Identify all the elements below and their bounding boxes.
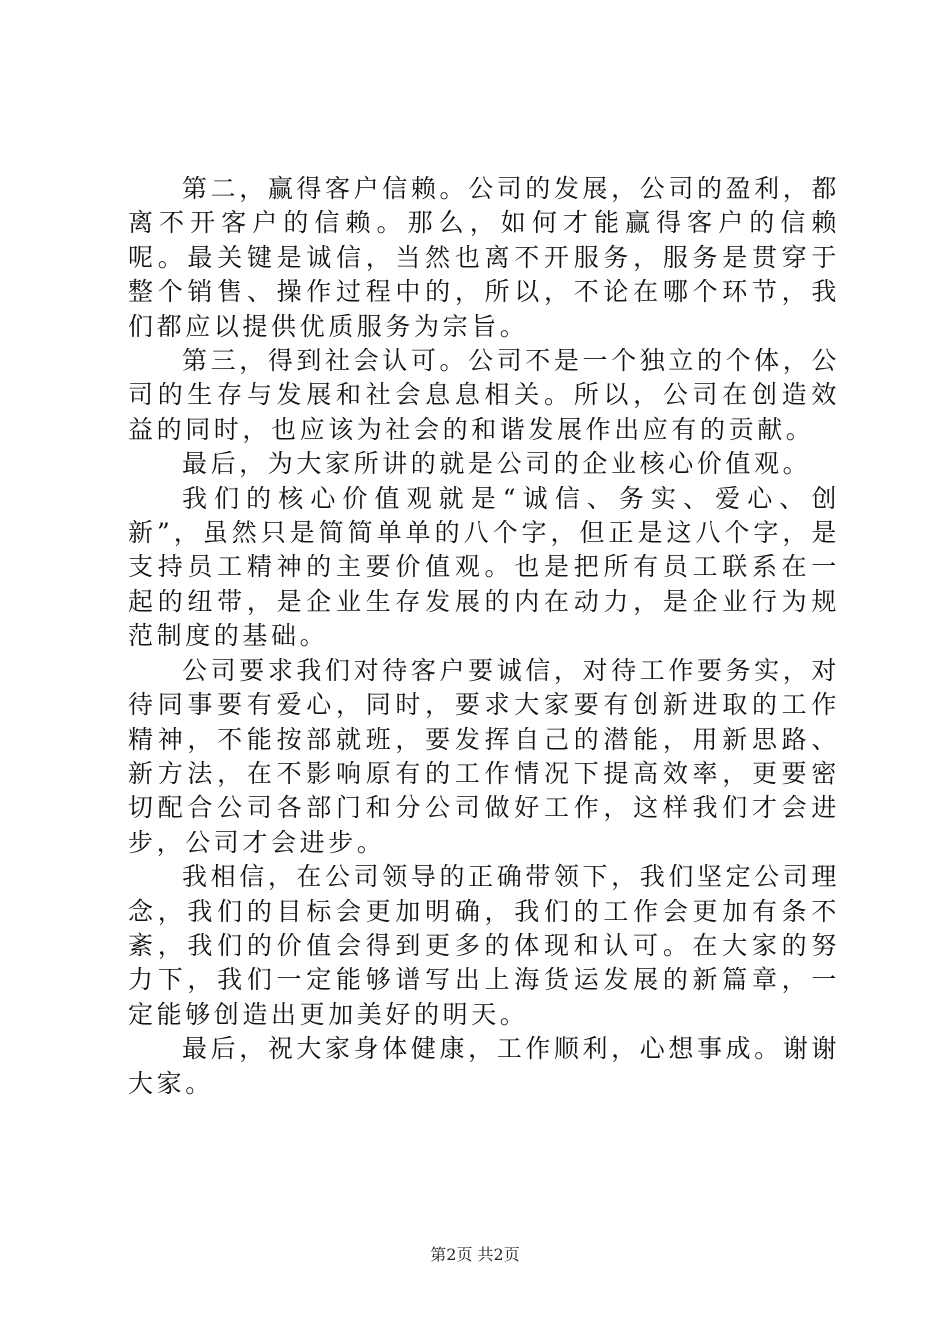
document-body (128, 172, 840, 1101)
paragraph-core-values-intro: 最后，为大家所讲的就是公司的企业核心价值观。 (182, 449, 812, 479)
paragraph-customer-trust: 第二，赢得客户信赖。公司的发展，公司的盈利，都离不开客户的信赖。那么，如何才能赢得客户的信赖呢。最关键是诚信，当然也离不开服务，服务是贯穿于整个销售、操作过程中的，所以，不论在哪个环节，我们都应以提供优质服务为宗旨。 (128, 174, 840, 341)
paragraph-company-requirements: 公司要求我们对待客户要诚信，对待工作要务实，对待同事要有爱心，同时，要求大家要有创新进取的工作精神，不能按部就班，要发挥自己的潜能，用新思路、新方法，在不影响原有的工作情况下提高效率，更要密切配合公司各部门和分公司做好工作，这样我们才会进步，公司才会进步。 (128, 655, 840, 857)
paragraph-core-values: 我们的核心价值观就是“诚信、务实、爱心、创新”，虽然只是简简单单的八个字，但正是这八个字，是支持员工精神的主要价值观。也是把所有员工联系在一起的纽带，是企业生存发展的内在动力，是企业行为规范制度的基础。 (128, 483, 840, 651)
page-number: 第2页 共2页 (430, 1245, 520, 1264)
paragraph-social-recognition: 第三，得到社会认可。公司不是一个独立的个体，公司的生存与发展和社会息息相关。所以，公司在创造效益的同时，也应该为社会的和谐发展作出应有的贡献。 (128, 346, 840, 444)
paragraph-belief: 我相信，在公司领导的正确带领下，我们坚定公司理念，我们的目标会更加明确，我们的工作会更加有条不紊，我们的价值会得到更多的体现和认可。在大家的努力下，我们一定能够谱写出上海货运发展的新篇章，一定能够创造出更加美好的明天。 (128, 862, 840, 1029)
paragraph-closing: 最后，祝大家身体健康，工作顺利，心想事成。谢谢大家。 (128, 1034, 840, 1098)
page-footer (0, 1245, 950, 1265)
